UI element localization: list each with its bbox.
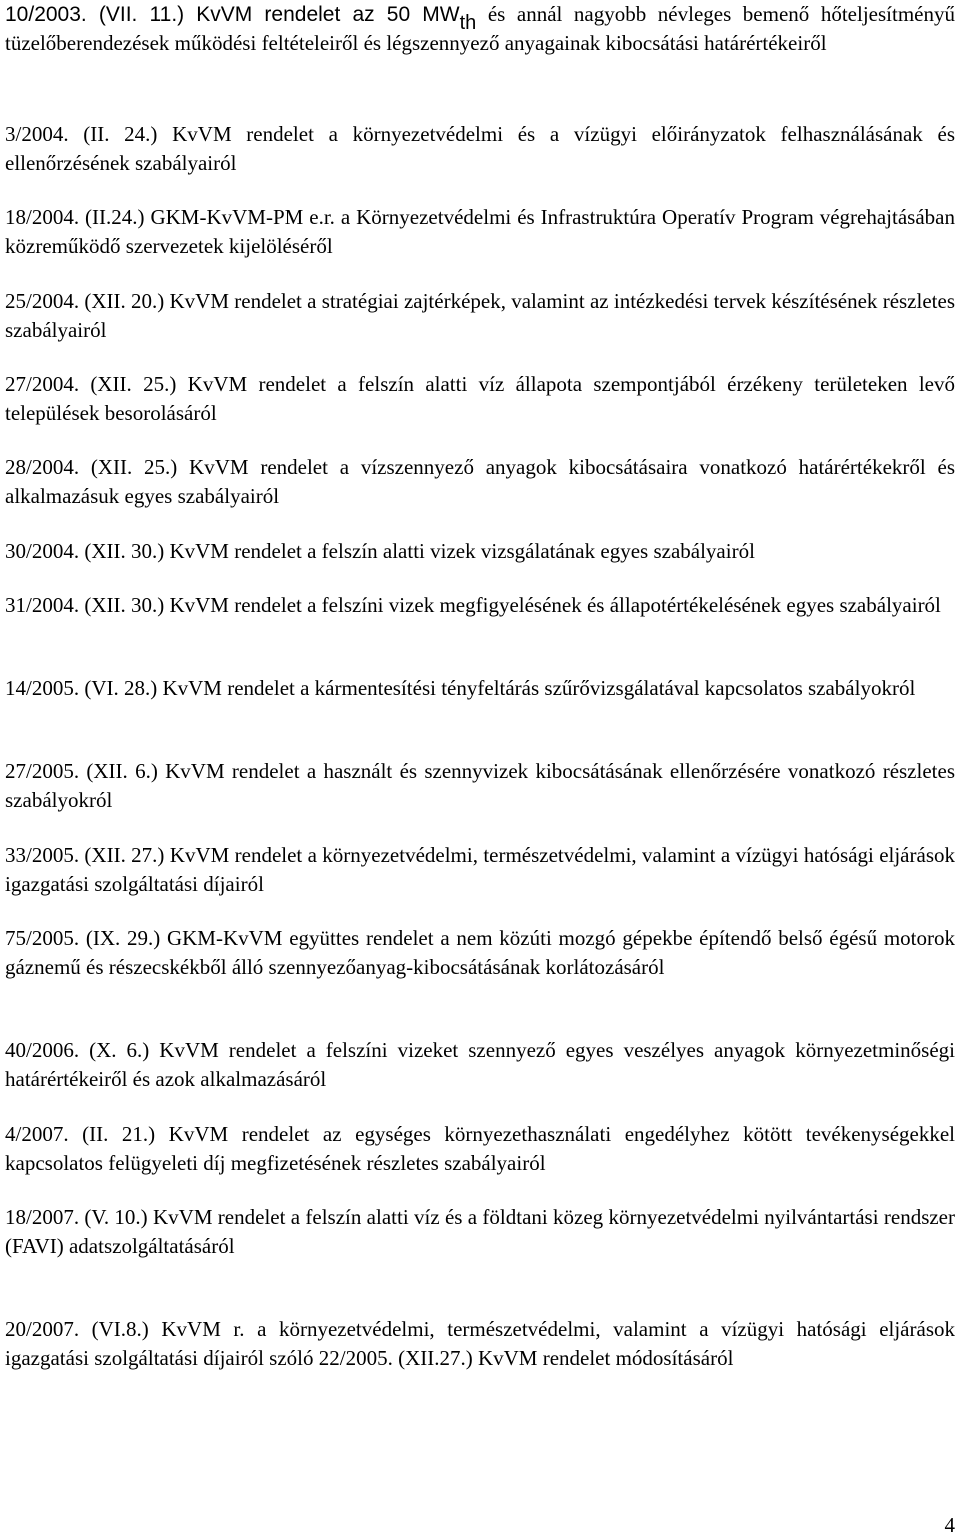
regulation-entry: 18/2004. (II.24.) GKM-KvVM-PM e.r. a Környezetvédelmi és Infrastruktúra Operatív Program végrehajtásában közreműködő szervezetek kijelöléséről — [5, 205, 955, 258]
regulation-text: 10/2003. (VII. 11.) KvVM rendelet az 50 MW — [5, 3, 460, 26]
regulation-entry: 31/2004. (XII. 30.) KvVM rendelet a felszíni vizek megfigyelésének és állapotértékelésének egyes szabályairól — [5, 593, 941, 617]
page-number: 4 — [944, 1513, 955, 1537]
regulation-entry: 4/2007. (II. 21.) KvVM rendelet az egységes környezethasználati engedélyhez kötött tevékenységekkel kapcsolatos felügyeleti díj megfizetésének részletes szabályairól — [5, 1122, 955, 1175]
regulation-entry: 28/2004. (XII. 25.) KvVM rendelet a vízszennyező anyagok kibocsátásaira vonatkozó határértékekről és alkalmazásuk egyes szabályairól — [5, 455, 955, 508]
regulation-entry — [5, 0, 955, 58]
regulation-entry: 40/2006. (X. 6.) KvVM rendelet a felszíni vizeket szennyező egyes veszélyes anyagok környezetminőségi határértékeiről és azok alkalmazásáról — [5, 1038, 955, 1091]
regulation-entry: 25/2004. (XII. 20.) KvVM rendelet a stratégiai zajtérképek, valamint az intézkedési tervek készítésének részletes szabályairól — [5, 289, 955, 342]
regulation-entry: 30/2004. (XII. 30.) KvVM rendelet a felszín alatti vizek vizsgálatának egyes szabályairól — [5, 539, 755, 563]
subscript-th: th — [459, 12, 477, 34]
regulation-entry: 27/2005. (XII. 6.) KvVM rendelet a használt és szennyvizek kibocsátásának ellenőrzésére vonatkozó részletes szabályokról — [5, 759, 955, 812]
regulation-text-continued: és annál nagyobb névleges bemenő hőteljesítményű tüzelőberendezések működési feltételeiről és légszennyező anyagainak kibocsátási határértékeiről — [5, 2, 955, 55]
regulation-entry: 33/2005. (XII. 27.) KvVM rendelet a környezetvédelmi, természetvédelmi, valamint a vízügyi hatósági eljárások igazgatási szolgáltatási díjairól — [5, 843, 955, 896]
regulation-entry: 20/2007. (VI.8.) KvVM r. a környezetvédelmi, természetvédelmi, valamint a vízügyi hatósági eljárások igazgatási szolgáltatási díjairól szóló 22/2005. (XII.27.) KvVM rendelet módosításáról — [5, 1317, 955, 1370]
regulation-entry: 18/2007. (V. 10.) KvVM rendelet a felszín alatti víz és a földtani közeg környezetvédelmi nyilvántartási rendszer (FAVI) adatszolgáltatásáról — [5, 1205, 955, 1258]
regulation-entry: 3/2004. (II. 24.) KvVM rendelet a környezetvédelmi és a vízügyi előirányzatok felhasználásának és ellenőrzésének szabályairól — [5, 122, 955, 175]
regulation-entry: 27/2004. (XII. 25.) KvVM rendelet a felszín alatti víz állapota szempontjából érzékeny területeken levő települések besorolásáról — [5, 372, 955, 425]
regulation-entry: 14/2005. (VI. 28.) KvVM rendelet a kármentesítési tényfeltárás szűrővizsgálatával kapcsolatos szabályokról — [5, 676, 916, 700]
regulation-entry: 75/2005. (IX. 29.) GKM-KvVM együttes rendelet a nem közúti mozgó gépekbe építendő belső égésű motorok gáznemű és részecskékből álló szennyezőanyag-kibocsátásának korlátozásáról — [5, 926, 955, 979]
